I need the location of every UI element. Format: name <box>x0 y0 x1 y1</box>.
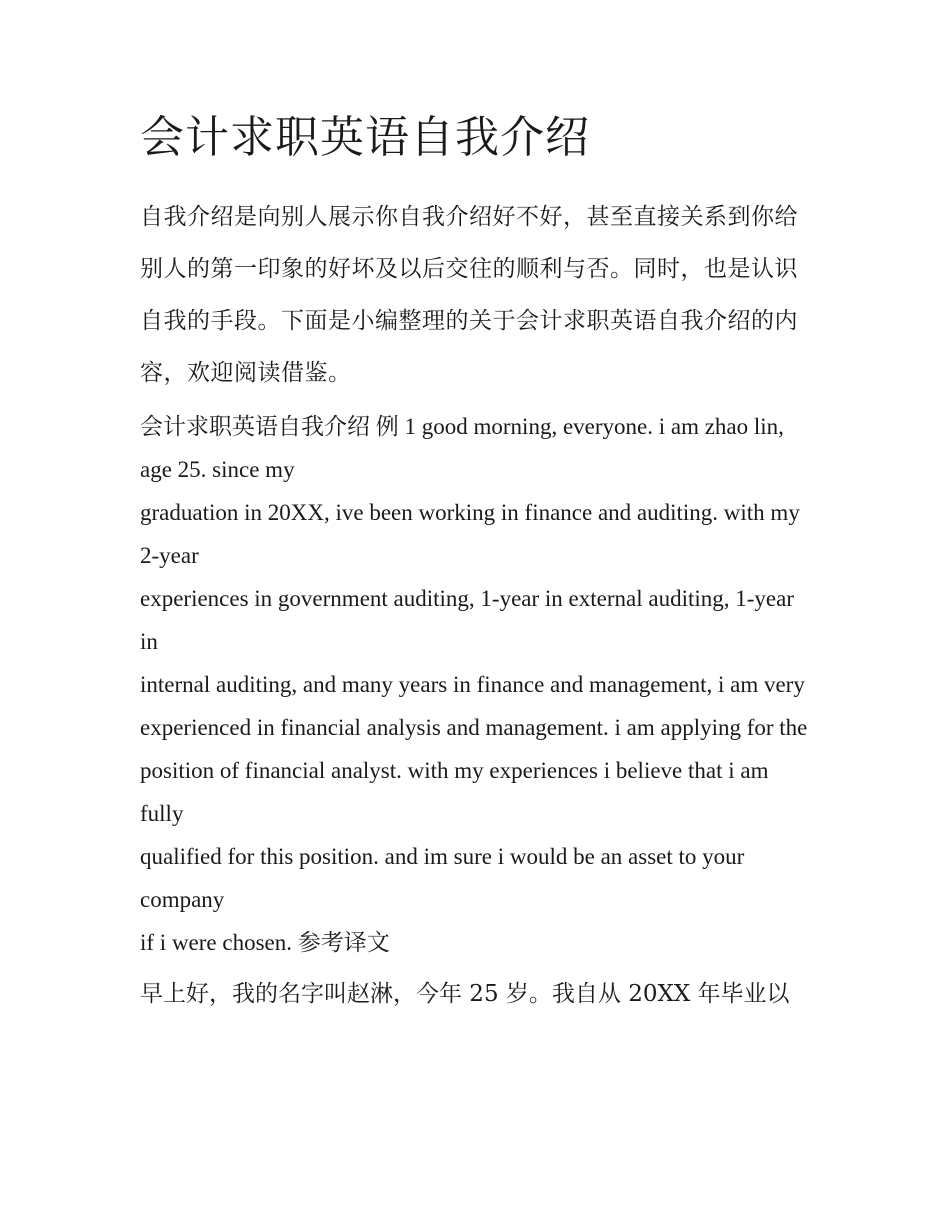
english-line: qualified for this position. and im sure i would be an asset to your company <box>140 843 745 912</box>
translation-paragraph: 早上好，我的名字叫赵淋，今年 25 岁。我自从 20XX 年毕业以 <box>140 980 790 1007</box>
english-line: if i were chosen. 参考译文 <box>140 929 390 955</box>
english-line: internal auditing, and many years in finance and management, i am very <box>140 671 805 697</box>
english-line: experiences in government auditing, 1-year in external auditing, 1-year in <box>140 585 794 654</box>
english-line: experienced in financial analysis and management. i am applying for the <box>140 714 808 740</box>
english-line: position of financial analyst. with my experiences i believe that i am fully <box>140 757 769 826</box>
english-line: graduation in 20XX, ive been working in finance and auditing. with my 2-year <box>140 499 800 568</box>
document-title: 会计求职英语自我介绍 <box>140 112 590 163</box>
intro-paragraph: 自我介绍是向别人展示你自我介绍好不好，甚至直接关系到你给别人的第一印象的好坏及以后交往的顺利与否。同时，也是认识自我的手段。下面是小编整理的关于会计求职英语自我介绍的内容，欢迎阅读借鉴。 <box>140 203 798 386</box>
english-sample-block <box>140 405 812 964</box>
document-page <box>140 112 812 1020</box>
english-line: 会计求职英语自我介绍 例 1 good morning, everyone. i am zhao lin, age 25. since my <box>140 413 784 482</box>
